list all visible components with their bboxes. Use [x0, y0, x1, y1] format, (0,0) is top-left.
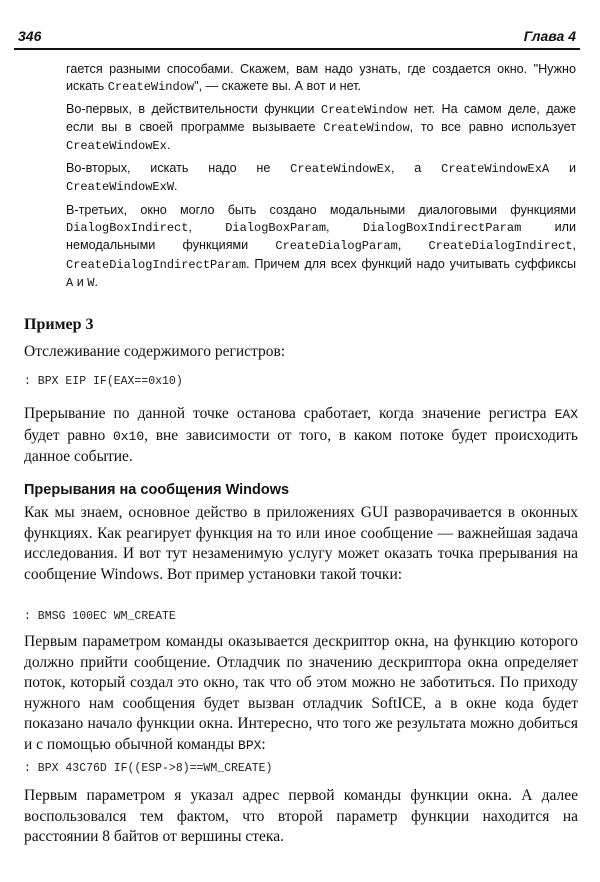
- text-run: и: [73, 274, 88, 289]
- text-run: :: [261, 735, 266, 753]
- text-run: ,: [397, 238, 429, 253]
- text-run: .: [94, 274, 98, 289]
- note-paragraph-4: [66, 202, 576, 292]
- note-paragraph-1: [66, 61, 576, 96]
- example-text: [24, 404, 578, 468]
- text-run: ,: [326, 220, 363, 235]
- text-run: Прерывание по данной точке останова сработает, когда значение регистра: [24, 405, 555, 422]
- page-number: 346: [18, 28, 42, 44]
- text-run: , то все равно использует: [409, 120, 577, 135]
- inline-code: CreateWindow: [323, 121, 410, 136]
- inline-code: EAX: [554, 407, 578, 422]
- chapter-title: Глава 4: [523, 28, 576, 44]
- text-run: , а: [391, 161, 442, 175]
- inline-code: CreateWindowEx: [290, 162, 391, 176]
- example-intro: Отслеживание содержимого регистров:: [24, 343, 286, 360]
- inline-code: CreateWindowExA: [441, 162, 550, 176]
- text-run: или немодальными функциями: [66, 220, 576, 253]
- note-paragraph-3: [66, 160, 576, 196]
- inline-code: DialogBoxParam: [225, 221, 327, 236]
- text-run: Во-первых, в действительности функции: [66, 102, 321, 116]
- note-paragraph-2: [66, 101, 576, 156]
- text-run: гается разными способами. Скажем, вам надо узнать, где создается окно. "Нужно искать: [66, 62, 576, 94]
- text-run: ,: [188, 220, 226, 235]
- inline-code: W: [87, 275, 95, 290]
- text-run: . Причем для всех функций надо учитывать суффиксы: [246, 256, 576, 271]
- inline-code: CreateWindowExW: [66, 180, 175, 195]
- section-code-1: : BMSG 100EC WM_CREATE: [24, 610, 176, 623]
- section-paragraph-1: Как мы знаем, основное действо в приложениях GUI разворачивается в оконных функциях. Как реагирует функция на то или иное сообщение — важнейшая задача исследования. И вот тут незаменимую услугу может оказать точка прерывания на сообщение Windows. Вот пример установки такой точки:: [24, 504, 578, 583]
- text-run: Во-вторых, искать надо не: [66, 161, 291, 175]
- section-paragraph-2: [24, 632, 578, 757]
- inline-code: CreateWindow: [320, 103, 408, 117]
- inline-code: CreateWindowEx: [66, 139, 167, 154]
- text-run: В-третьих, окно могло быть создано модальными диалоговыми функциями: [66, 203, 576, 217]
- text-run: .: [174, 179, 178, 194]
- text-run: будет равно: [24, 426, 113, 444]
- section-code-2: : BPX 43C76D IF((ESP->8)==WM_CREATE): [24, 762, 273, 775]
- inline-code: DialogBoxIndirect: [66, 221, 189, 236]
- example-heading: Пример 3: [24, 316, 94, 333]
- inline-code: CreateDialogIndirectParam: [66, 257, 247, 272]
- text-run: и: [549, 161, 576, 175]
- inline-code: 0x10: [112, 428, 145, 444]
- text-run: ", — скажете вы. А вот и нет.: [194, 79, 362, 94]
- text-run: Первым параметром команды оказывается дескриптор окна, на функцию которого должно прийти сообщение. Отладчик по значению дескриптора окна определяет поток, который создал это окно, так что об этом можно не заботиться. По приходу нужного нам сообщения будет вызван отладчик SoftICE, а в окне кода будет показано начало функции окна. Интересно, что того же результата можно добиться и с помощью обычной команды: [24, 633, 578, 753]
- text-run: нет. На самом деле, даже если вы в своей программе вызываете: [66, 102, 576, 135]
- page-header: [14, 26, 580, 50]
- section-paragraph-3: Первым параметром я указал адрес первой команды функции окна. А далее воспользовался тем фактом, что второй параметр функции находится на расстоянии 8 байтов от вершины стека.: [24, 787, 578, 846]
- text-run: ,: [572, 238, 577, 253]
- example-code: : BPX EIP IF(EAX==0x10): [24, 375, 183, 388]
- inline-code: CreateDialogIndirect: [428, 239, 573, 254]
- section-heading: Прерывания на сообщения Windows: [24, 482, 290, 498]
- text-run: .: [166, 138, 171, 153]
- inline-code: DialogBoxIndirectParam: [362, 221, 522, 236]
- inline-code: A: [66, 275, 74, 290]
- inline-code: BPX: [238, 737, 262, 753]
- inline-code: CreateDialogParam: [275, 239, 398, 254]
- text-run: , вне зависимости от того, в каком потоке будет происходить данное событие.: [24, 426, 578, 466]
- inline-code: CreateWindow: [107, 80, 195, 95]
